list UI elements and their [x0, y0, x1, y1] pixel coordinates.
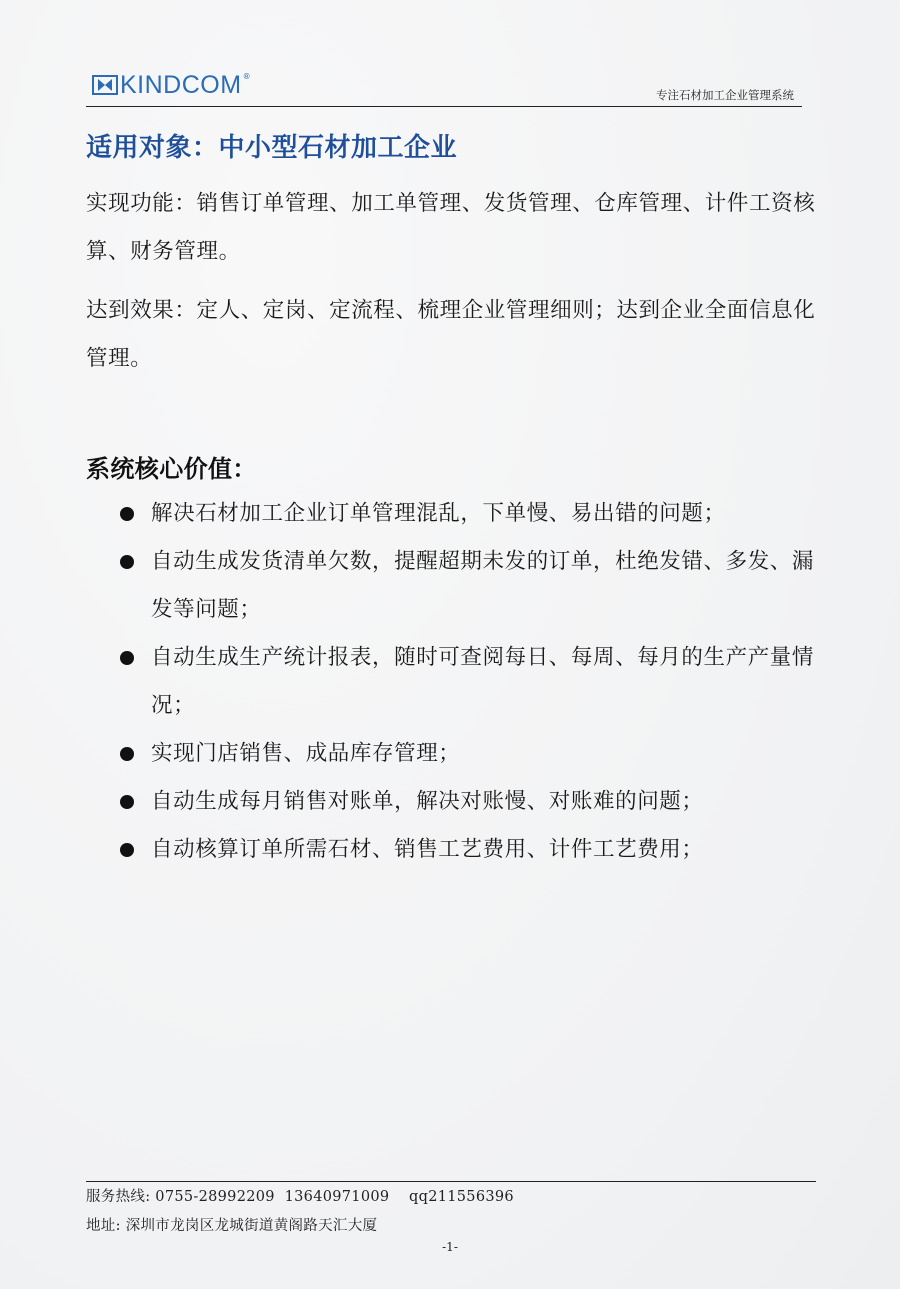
list-item-text: 解决石材加工企业订单管理混乱，下单慢、易出错的问题； [151, 501, 726, 526]
paragraph-effects: 达到效果：定人、定岗、定流程、梳理企业管理细则；达到企业全面信息化管理。 [86, 298, 816, 371]
logo-text: KINDCOM [120, 70, 242, 99]
list-item [120, 538, 832, 634]
kindcom-logo [92, 70, 251, 100]
bullet-dot-icon [120, 747, 134, 761]
list-item-text: 自动核算订单所需石材、销售工艺费用、计件工艺费用； [151, 837, 704, 862]
footer-divider [86, 1181, 816, 1182]
kindcom-logo-mark-icon [92, 74, 118, 96]
list-item [120, 826, 832, 874]
bullet-dot-icon [120, 651, 134, 665]
bullet-dot-icon [120, 795, 134, 809]
page-number: -1- [442, 1240, 458, 1254]
bullet-dot-icon [120, 507, 134, 521]
bullet-dot-icon [120, 843, 134, 857]
header-tagline: 专注石材加工企业管理系统 [656, 88, 794, 102]
section-title-core-value: 系统核心价值： [86, 455, 257, 483]
footer-address: 地址: 深圳市龙岗区龙城街道黄阁路天汇大厦 [86, 1218, 378, 1234]
list-item [120, 778, 832, 826]
page-title: 适用对象：中小型石材加工企业 [86, 133, 458, 163]
list-item-text: 自动生成生产统计报表，随时可查阅每日、每周、每月的生产产量情况； [151, 645, 815, 718]
footer-hotline: 服务热线: 0755-28992209 13640971009 qq211556396 [86, 1189, 514, 1205]
paragraph-features: 实现功能：销售订单管理、加工单管理、发货管理、仓库管理、计件工资核算、财务管理。 [86, 191, 816, 264]
core-value-list [120, 490, 832, 874]
registered-mark: ® [242, 72, 251, 81]
list-item-text: 自动生成每月销售对账单，解决对账慢、对账难的问题； [151, 789, 704, 814]
list-item-text: 自动生成发货清单欠数，提醒超期未发的订单，杜绝发错、多发、漏发等问题； [151, 549, 815, 622]
list-item [120, 730, 832, 778]
list-item [120, 634, 832, 730]
bullet-dot-icon [120, 555, 134, 569]
page-header [86, 66, 802, 107]
list-item-text: 实现门店销售、成品库存管理； [151, 741, 461, 766]
list-item [120, 490, 832, 538]
